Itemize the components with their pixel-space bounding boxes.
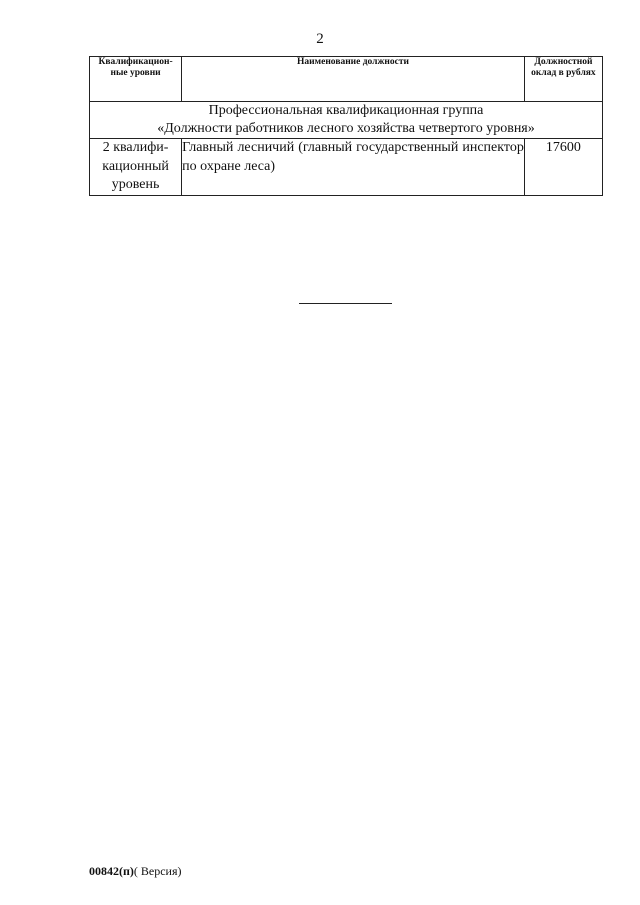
row-level: 2 квалифи-кационный уровень — [90, 139, 182, 196]
group-row — [90, 102, 603, 139]
page-number: 2 — [316, 31, 324, 47]
row-position: Главный лесничий (главный государственный инспектор по охране леса) — [182, 139, 525, 196]
row-salary: 17600 — [524, 139, 602, 196]
header-salary-text: Должностной оклад в рублях — [531, 57, 596, 78]
footer — [89, 864, 182, 879]
header-salary — [524, 57, 602, 102]
header-position — [182, 57, 525, 102]
header-level — [90, 57, 182, 102]
footer-version: ( Версия) — [133, 864, 182, 878]
header-level-text: Квалификацион-ные уровни — [98, 57, 173, 78]
group-title — [90, 102, 603, 139]
qualification-table — [89, 56, 603, 196]
end-divider — [299, 303, 392, 304]
table-row — [90, 139, 603, 196]
footer-code: 00842(п) — [89, 864, 134, 878]
group-title-line2: «Должности работников лесного хозяйства четвертого уровня» — [157, 121, 535, 136]
table-header-row — [90, 57, 603, 102]
group-title-line1: Профессиональная квалификационная группа — [208, 103, 484, 118]
header-position-text: Наименование должности — [297, 57, 409, 67]
